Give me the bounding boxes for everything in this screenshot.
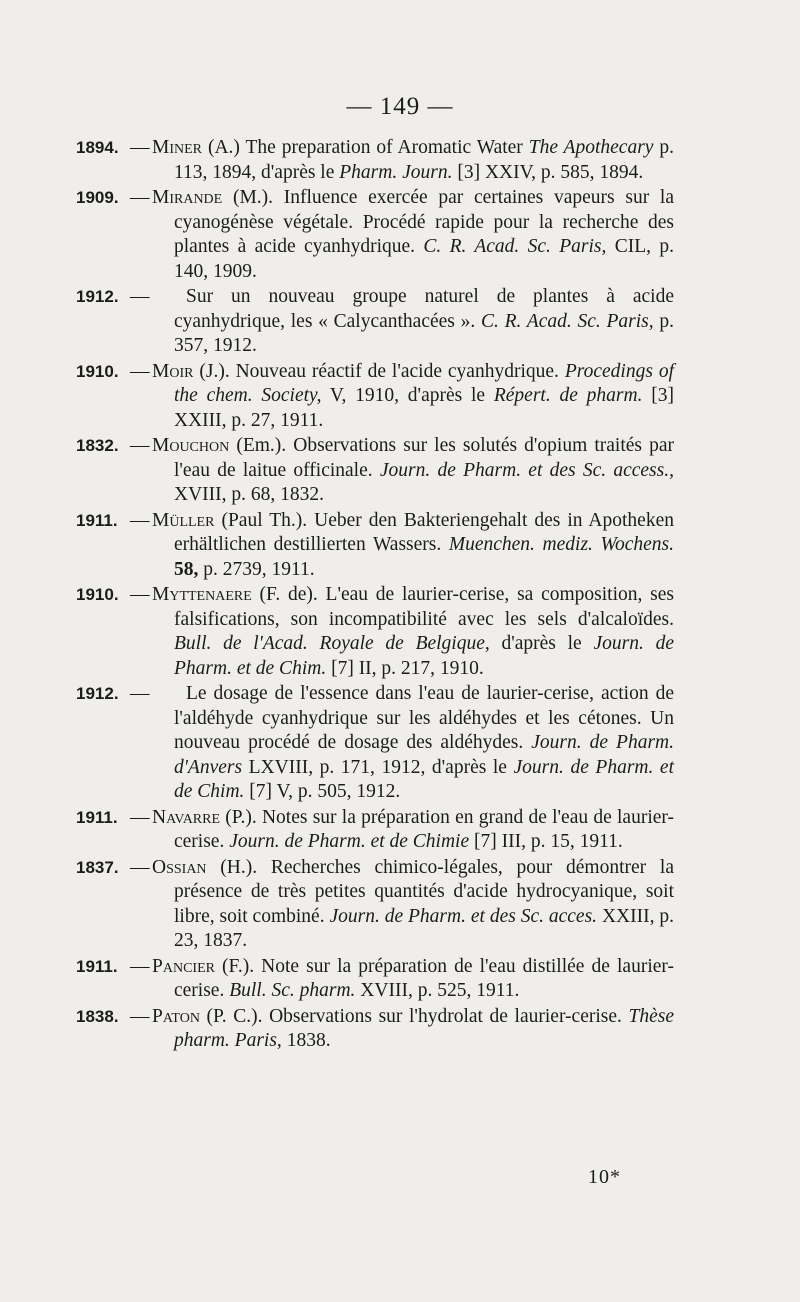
entry-year: 1911. bbox=[76, 510, 118, 530]
entry-dash: — bbox=[130, 360, 150, 382]
entry-citation: 1838. bbox=[281, 1030, 331, 1051]
entry-author: Müller bbox=[152, 509, 215, 531]
entry-dash: — bbox=[130, 187, 150, 208]
entry-author: Ossian bbox=[152, 856, 207, 878]
entry-citation: XVIII, p. 525, 1911. bbox=[355, 980, 520, 1001]
entry-text bbox=[130, 136, 675, 185]
entry-text bbox=[130, 583, 674, 681]
entry-text bbox=[130, 360, 675, 434]
bibliography-entry bbox=[0, 434, 800, 508]
entry-citation: XXIII, p. 23, 1837. bbox=[174, 905, 674, 951]
entry-journal: Thèse pharm. Paris, bbox=[174, 1005, 674, 1051]
entry-citation: [7] III, p. 15, 1911. bbox=[469, 831, 623, 852]
entry-title: (F.). Note sur la préparation de l'eau distillée de laurier-cerise. bbox=[174, 955, 674, 1001]
entry-citation-secondary: [7] II, p. 217, 1910. bbox=[326, 657, 484, 679]
entry-journal: C. R. Acad. Sc. Paris, bbox=[423, 236, 607, 257]
entry-title: (H.). Recherches chimico-légales, pour démontrer la présence de très petites quantités d'acide hydrocyanique, soit libre, soit combiné. bbox=[174, 856, 674, 927]
entry-title: Sur un nouveau groupe naturel de plantes à acide cyanhydrique, les « Calycanthacées ». bbox=[174, 286, 674, 332]
entry-text bbox=[130, 434, 674, 508]
entry-journal-secondary: Journ. de Pharm. et de Chim. bbox=[174, 756, 674, 802]
bibliography-entry bbox=[0, 955, 800, 1004]
entry-author: Pancier bbox=[152, 955, 215, 977]
entry-dash: — bbox=[130, 286, 150, 307]
entry-year: 1837. bbox=[76, 857, 119, 877]
bibliography-entry bbox=[0, 1005, 800, 1054]
entry-dash: — bbox=[130, 856, 150, 878]
entry-year: 1832. bbox=[76, 436, 119, 455]
entry-journal-secondary: Journ. de Pharm. et de Chim. bbox=[174, 633, 674, 679]
entry-title: (P. C.). Observations sur l'hydrolat de laurier-cerise. bbox=[199, 1005, 629, 1027]
entry-citation: CIL, p. 140, 1909. bbox=[174, 236, 674, 282]
entry-text bbox=[130, 509, 674, 583]
entry-author: Moir bbox=[152, 360, 194, 382]
entry-journal: C. R. Acad. Sc. Paris, bbox=[481, 310, 654, 332]
bibliography-entry bbox=[0, 682, 800, 805]
entry-dash: — bbox=[130, 683, 150, 704]
entry-citation-secondary: [7] V, p. 505, 1912. bbox=[244, 781, 401, 802]
entry-title: Le dosage de l'essence dans l'eau de laurier-cerise, action de l'aldéhyde cyanhydrique sur les aldéhydes et les cétones. Un nouveau procédé de dosage des aldéhydes. bbox=[174, 683, 674, 753]
entry-volume: 58, bbox=[174, 558, 199, 580]
entry-citation: p. 357, 1912. bbox=[174, 310, 674, 356]
entry-year: 1911. bbox=[76, 956, 118, 976]
entry-year: 1909. bbox=[76, 188, 119, 207]
entry-author: Navarre bbox=[152, 806, 221, 828]
entry-dash: — bbox=[130, 955, 150, 977]
entry-year: 1912. bbox=[76, 287, 119, 306]
entry-title: (Em.). Observations sur les solutés d'opium traités par l'eau de laitue officinale. bbox=[174, 435, 674, 481]
bibliography-entry bbox=[0, 856, 800, 954]
entry-year: 1894. bbox=[76, 138, 119, 157]
entry-journal-secondary: Pharm. Journ. bbox=[339, 161, 453, 183]
entry-citation: LXVIII, p. 171, 1912, d'après le bbox=[242, 756, 514, 778]
entry-dash: — bbox=[130, 806, 150, 828]
entry-citation-secondary: [3] XXIV, p. 585, 1894. bbox=[452, 161, 644, 183]
entry-title: (Paul Th.). Ueber den Bakteriengehalt des in Apotheken erhältlichen destillierten Wassers. bbox=[174, 509, 674, 555]
entry-journal: Muenchen. mediz. Wochens. bbox=[448, 534, 674, 555]
entry-citation-secondary: [3] XXIII, p. 27, 1911. bbox=[174, 385, 674, 431]
bibliography-entry bbox=[0, 806, 800, 855]
entry-journal: The Apothecary bbox=[528, 137, 654, 158]
entry-text bbox=[130, 856, 674, 954]
entry-year: 1910. bbox=[76, 361, 119, 381]
entry-dash: — bbox=[130, 137, 150, 158]
entry-citation: XVIII, p. 68, 1832. bbox=[174, 484, 325, 505]
entry-author: Paton bbox=[152, 1005, 200, 1027]
bibliography-entry bbox=[0, 360, 800, 434]
bibliography-entry bbox=[0, 509, 800, 583]
entry-journal: Procedings of the chem. Society, bbox=[174, 360, 675, 406]
entry-text bbox=[130, 955, 674, 1004]
entry-author: Miner bbox=[152, 137, 203, 158]
entry-title: (A.) The preparation of Aromatic Water bbox=[202, 137, 529, 158]
entry-journal: Journ. de Pharm. et des Sc. acces. bbox=[329, 905, 598, 927]
entry-journal: Journ. de Pharm. et des Sc. access., bbox=[379, 459, 674, 481]
entry-title: (J.). Nouveau réactif de l'acide cyanhydrique. bbox=[193, 360, 565, 382]
entry-citation: V, 1910, d'après le bbox=[321, 385, 494, 406]
bibliography-entry bbox=[0, 186, 800, 284]
entry-text bbox=[130, 682, 674, 805]
entry-dash: — bbox=[130, 584, 150, 605]
entry-journal: Journ. de Pharm. d'Anvers bbox=[174, 732, 674, 778]
bibliography-entry bbox=[0, 285, 800, 359]
entry-journal: Journ. de Pharm. et de Chimie bbox=[229, 831, 470, 852]
entry-text bbox=[130, 1005, 674, 1054]
entry-year: 1912. bbox=[76, 684, 119, 703]
entry-author: Mirande bbox=[152, 187, 223, 208]
entry-citation: p. 113, 1894, d'après le bbox=[174, 137, 675, 183]
bibliography-entry bbox=[0, 136, 800, 185]
entry-dash: — bbox=[130, 1005, 150, 1027]
entry-author: Mouchon bbox=[152, 435, 230, 456]
signature-mark: 10* bbox=[588, 1166, 621, 1188]
entry-title: (F. de). L'eau de laurier-cerise, sa composition, ses falsifications, son incompatibilité avec les sels d'alcaloïdes. bbox=[174, 584, 674, 630]
entry-year: 1838. bbox=[76, 1006, 119, 1026]
entry-journal: Bull. Sc. pharm. bbox=[229, 980, 356, 1001]
entry-citation: p. 2739, 1911. bbox=[198, 558, 315, 580]
entry-title: (P.). Notes sur la préparation en grand de l'eau de laurier-cerise. bbox=[174, 806, 674, 852]
bibliography-list bbox=[0, 136, 800, 1055]
entry-journal-secondary: Répert. de pharm. bbox=[493, 385, 643, 406]
bibliography-entry bbox=[0, 583, 800, 681]
entry-year: 1911. bbox=[76, 807, 118, 827]
entry-dash: — bbox=[130, 435, 150, 456]
entry-dash: — bbox=[130, 509, 150, 531]
entry-journal: Bull. de l'Acad. Royale de Belgique, bbox=[174, 633, 490, 654]
entry-author: Myttenaere bbox=[152, 584, 252, 605]
entry-citation: d'après le bbox=[489, 633, 594, 654]
page-number: — 149 — bbox=[346, 93, 454, 120]
entry-text bbox=[130, 806, 674, 855]
entry-year: 1910. bbox=[76, 585, 119, 604]
entry-title: (M.). Influence exercée par certaines vapeurs sur la cyanogénèse végétale. Procédé rapide pour la recherche des plantes à acide cyanhydrique. bbox=[174, 187, 674, 257]
entry-text bbox=[130, 285, 674, 359]
entry-text bbox=[130, 186, 674, 284]
